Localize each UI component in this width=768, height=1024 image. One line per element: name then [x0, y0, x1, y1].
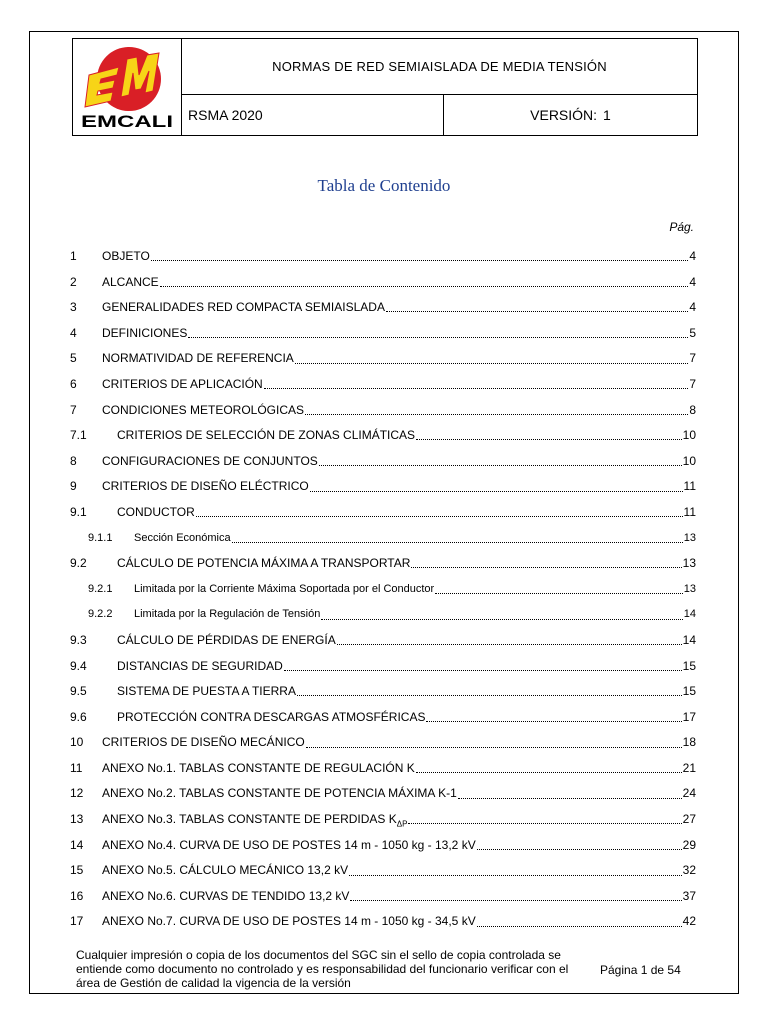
toc-entry-label — [134, 602, 320, 628]
toc-entry-label — [102, 398, 304, 424]
toc-entry-label — [117, 679, 296, 705]
footer-page-number: Página 1 de 54 — [600, 963, 681, 977]
toc-entry-page: 4 — [689, 300, 696, 315]
toc-entry-number: 9.6 — [70, 709, 87, 724]
toc-entry-page: 21 — [682, 760, 696, 775]
toc-entry-number: 16 — [70, 888, 84, 903]
toc-entry-label-text: CONDUCTOR — [117, 504, 195, 519]
page-column-label: Pág. — [669, 220, 694, 234]
toc-entry-number: 14 — [70, 837, 84, 852]
toc-entry-page: 4 — [689, 274, 696, 289]
toc-entry-number: 10 — [70, 735, 84, 750]
toc-entry-label — [134, 577, 434, 603]
toc-entry-page: 29 — [682, 837, 696, 852]
toc-entry-number: 4 — [70, 325, 77, 340]
toc-entry-number: 13 — [70, 812, 84, 827]
toc-dot-leader — [411, 567, 681, 568]
toc-entry-page: 17 — [682, 709, 696, 724]
toc-dot-leader — [232, 542, 683, 543]
toc-dot-leader — [350, 900, 681, 901]
toc-dot-leader — [386, 311, 688, 312]
toc-entry-subscript: ΔP — [396, 819, 408, 829]
toc-entry-label-text: ANEXO No.1. TABLAS CONSTANTE DE REGULACIÓN K — [102, 760, 415, 775]
toc-dot-leader — [319, 465, 682, 466]
toc-entry-label-text: NORMATIVIDAD DE REFERENCIA — [102, 351, 294, 366]
toc-dot-leader — [416, 772, 682, 773]
toc-entry-label — [102, 321, 187, 347]
toc-entry-number: 9.2.2 — [88, 608, 113, 621]
toc-entry-label-text: CONFIGURACIONES DE CONJUNTOS — [102, 453, 318, 468]
toc-entry-number: 9 — [70, 479, 77, 494]
toc-entry-label — [102, 474, 309, 500]
document-header-table — [72, 38, 698, 136]
toc-dot-leader — [151, 260, 689, 261]
footer-notice: Cualquier impresión o copia de los documentos del SGC sin el sello de copia controlada se entiende como documento no controlado y es responsabilidad del funcionario verificar con el área de Gestión de calidad la vigencia de la versión — [76, 948, 569, 990]
toc-entry-page: 5 — [689, 325, 696, 340]
toc-entry[interactable] — [70, 884, 696, 910]
toc-entry-label — [117, 500, 195, 526]
toc-dot-leader — [188, 337, 688, 338]
toc-dot-leader — [408, 823, 681, 824]
toc-entry-label-text: Limitada por la Corriente Máxima Soportada por el Conductor — [134, 582, 435, 595]
toc-entry-label — [102, 858, 348, 884]
toc-entry-number: 9.3 — [70, 632, 87, 647]
toc-entry-label-text: CRITERIOS DE DISEÑO ELÉCTRICO — [102, 479, 309, 494]
toc-entry-page: 10 — [682, 453, 696, 468]
toc-entry-label-text: CONDICIONES METEOROLÓGICAS — [102, 402, 305, 417]
toc-entry-label-text: DEFINICIONES — [102, 325, 188, 340]
toc-entry-label — [102, 270, 159, 296]
toc-entry-number: 6 — [70, 376, 77, 391]
emcali-logo — [79, 45, 175, 131]
table-of-contents — [70, 244, 696, 935]
toc-entry[interactable] — [70, 500, 696, 526]
toc-entry[interactable] — [70, 551, 696, 577]
toc-entry-number: 7.1 — [70, 428, 87, 443]
logo-wordmark: EMCALI — [81, 112, 173, 131]
toc-entry-label-text: ANEXO No.6. CURVAS DE TENDIDO 13,2 kV — [102, 888, 350, 903]
toc-entry-label-text: ANEXO No.7. CURVA DE USO DE POSTES 14 m - 1050 kg - 34,5 kV — [102, 914, 476, 929]
toc-entry-page: 14 — [682, 632, 696, 647]
toc-entry-page: 4 — [689, 249, 696, 263]
toc-entry-label — [102, 781, 457, 807]
toc-entry-number: 9.2.1 — [88, 582, 113, 595]
toc-entry-page: 32 — [682, 863, 696, 878]
toc-entry-page: 13 — [682, 556, 696, 571]
toc-entry-label — [117, 654, 283, 680]
toc-title: Tabla de Contenido — [317, 176, 451, 195]
toc-entry-label — [117, 628, 336, 654]
toc-entry-label — [102, 884, 349, 910]
toc-entry[interactable] — [70, 321, 696, 347]
toc-entry[interactable] — [70, 577, 696, 603]
toc-entry-number: 3 — [70, 300, 77, 315]
toc-entry-label-text: Sección Económica — [134, 531, 231, 544]
toc-entry[interactable] — [70, 526, 696, 552]
toc-entry-label-text: Limitada por la Regulación de Tensión — [134, 608, 321, 621]
toc-dot-leader — [435, 593, 683, 594]
toc-entry[interactable] — [70, 295, 696, 321]
toc-entry[interactable] — [70, 705, 696, 731]
toc-dot-leader — [321, 619, 682, 620]
toc-entry-label-text: GENERALIDADES RED COMPACTA SEMIAISLADA — [102, 300, 385, 315]
document-version — [444, 95, 697, 135]
toc-entry-page: 7 — [689, 351, 696, 366]
toc-entry-label — [102, 295, 385, 321]
toc-dot-leader — [297, 695, 682, 696]
toc-dot-leader — [295, 363, 689, 364]
toc-entry-number: 17 — [70, 914, 84, 929]
toc-entry-label-text: CÁLCULO DE PÉRDIDAS DE ENERGÍA — [117, 632, 336, 647]
toc-entry-number: 7 — [70, 402, 77, 417]
toc-entry[interactable] — [70, 398, 696, 424]
toc-entry-label — [117, 423, 415, 449]
document-title: NORMAS DE RED SEMIAISLADA DE MEDIA TENSIÓN — [182, 39, 697, 95]
toc-entry-page: 42 — [682, 914, 696, 929]
toc-dot-leader — [337, 644, 682, 645]
toc-entry-number: 2 — [70, 274, 77, 289]
toc-entry[interactable] — [70, 679, 696, 705]
toc-entry-label-text: CRITERIOS DE SELECCIÓN DE ZONAS CLIMÁTICAS — [117, 428, 416, 443]
toc-entry-label — [102, 730, 305, 756]
toc-entry-label-text: DISTANCIAS DE SEGURIDAD — [117, 658, 283, 673]
toc-entry-page: 8 — [689, 402, 696, 417]
toc-entry-number: 8 — [70, 453, 77, 468]
toc-entry[interactable] — [70, 654, 696, 680]
toc-dot-leader — [477, 849, 682, 850]
toc-entry-page: 18 — [682, 735, 696, 750]
toc-entry[interactable] — [70, 781, 696, 807]
toc-entry-label-text: ANEXO No.3. TABLAS CONSTANTE DE PERDIDAS K — [102, 812, 397, 827]
toc-entry-label — [102, 833, 476, 859]
toc-entry-number: 9.1 — [70, 504, 87, 519]
toc-entry[interactable] — [70, 449, 696, 475]
toc-entry[interactable] — [70, 628, 696, 654]
toc-entry-label — [102, 346, 294, 372]
toc-entry-label-text: PROTECCIÓN CONTRA DESCARGAS ATMOSFÉRICAS — [117, 709, 426, 724]
toc-entry-number: 9.2 — [70, 556, 87, 571]
toc-entry-page: 13 — [683, 582, 696, 595]
toc-dot-leader — [160, 286, 689, 287]
version-label: VERSIÓN: — [530, 107, 598, 123]
toc-dot-leader — [264, 388, 689, 389]
toc-entry-label-text: CRITERIOS DE APLICACIÓN — [102, 376, 263, 391]
toc-entry-page: 15 — [682, 658, 696, 673]
toc-entry-page: 13 — [683, 531, 696, 544]
version-value: 1 — [603, 107, 611, 123]
toc-entry[interactable] — [70, 833, 696, 859]
toc-entry[interactable] — [70, 807, 696, 833]
toc-entry[interactable] — [70, 730, 696, 756]
toc-entry[interactable] — [70, 909, 696, 935]
toc-dot-leader — [458, 798, 682, 799]
toc-entry-number: 9.5 — [70, 684, 87, 699]
toc-entry-label — [102, 372, 263, 398]
toc-entry-page: 15 — [682, 684, 696, 699]
toc-entry[interactable] — [70, 423, 696, 449]
toc-entry[interactable] — [70, 372, 696, 398]
toc-entry[interactable] — [70, 346, 696, 372]
toc-entry-label — [102, 756, 415, 782]
logo-cell — [73, 39, 182, 135]
toc-entry-page: 10 — [682, 428, 696, 443]
document-code: RSMA 2020 — [182, 95, 444, 135]
toc-dot-leader — [284, 670, 682, 671]
document-page — [29, 31, 739, 994]
toc-entry-label-text: ANEXO No.2. TABLAS CONSTANTE DE POTENCIA MÁXIMA K-1 — [102, 786, 457, 801]
toc-entry-label — [102, 449, 318, 475]
toc-entry-label — [102, 244, 150, 270]
toc-entry-page: 11 — [683, 504, 696, 519]
toc-entry-label-text: ANEXO No.5. CÁLCULO MECÁNICO 13,2 kV — [102, 863, 349, 878]
toc-entry-page: 37 — [682, 888, 696, 903]
toc-entry-number: 5 — [70, 351, 77, 366]
toc-dot-leader — [305, 414, 688, 415]
toc-entry[interactable] — [70, 858, 696, 884]
toc-entry-label-text: CRITERIOS DE DISEÑO MECÁNICO — [102, 735, 305, 750]
toc-entry[interactable] — [70, 602, 696, 628]
toc-dot-leader — [306, 747, 682, 748]
toc-entry-number: 11 — [70, 760, 83, 775]
toc-entry-number: 1 — [70, 249, 77, 263]
toc-entry-number: 9.4 — [70, 658, 87, 673]
toc-entry-label — [134, 526, 231, 552]
toc-entry-label-text: ANEXO No.4. CURVA DE USO DE POSTES 14 m - 1050 kg - 13,2 kV — [102, 837, 476, 852]
toc-dot-leader — [416, 439, 682, 440]
toc-entry-label-text: ALCANCE — [102, 274, 159, 289]
toc-entry-label-text: OBJETO — [102, 249, 150, 263]
toc-entry-label — [117, 551, 410, 577]
toc-entry-number: 9.1.1 — [88, 531, 113, 544]
toc-entry[interactable] — [70, 270, 696, 296]
toc-dot-leader — [310, 491, 683, 492]
toc-entry[interactable] — [70, 244, 696, 270]
toc-entry-number: 12 — [70, 786, 84, 801]
toc-dot-leader — [477, 926, 682, 927]
toc-entry[interactable] — [70, 756, 696, 782]
toc-entry-page: 14 — [683, 608, 696, 621]
toc-dot-leader — [349, 875, 682, 876]
toc-entry-page: 11 — [683, 479, 696, 494]
toc-entry-number: 15 — [70, 863, 84, 878]
toc-entry-label — [102, 909, 476, 935]
toc-entry-page: 27 — [682, 812, 696, 827]
toc-entry[interactable] — [70, 474, 696, 500]
toc-dot-leader — [426, 721, 681, 722]
toc-dot-leader — [196, 516, 683, 517]
toc-entry-label — [117, 705, 425, 731]
toc-entry-label-text: CÁLCULO DE POTENCIA MÁXIMA A TRANSPORTAR — [117, 556, 411, 571]
toc-entry-page: 7 — [689, 376, 696, 391]
toc-entry-label-text: SISTEMA DE PUESTA A TIERRA — [117, 684, 296, 699]
toc-entry-page: 24 — [682, 786, 696, 801]
